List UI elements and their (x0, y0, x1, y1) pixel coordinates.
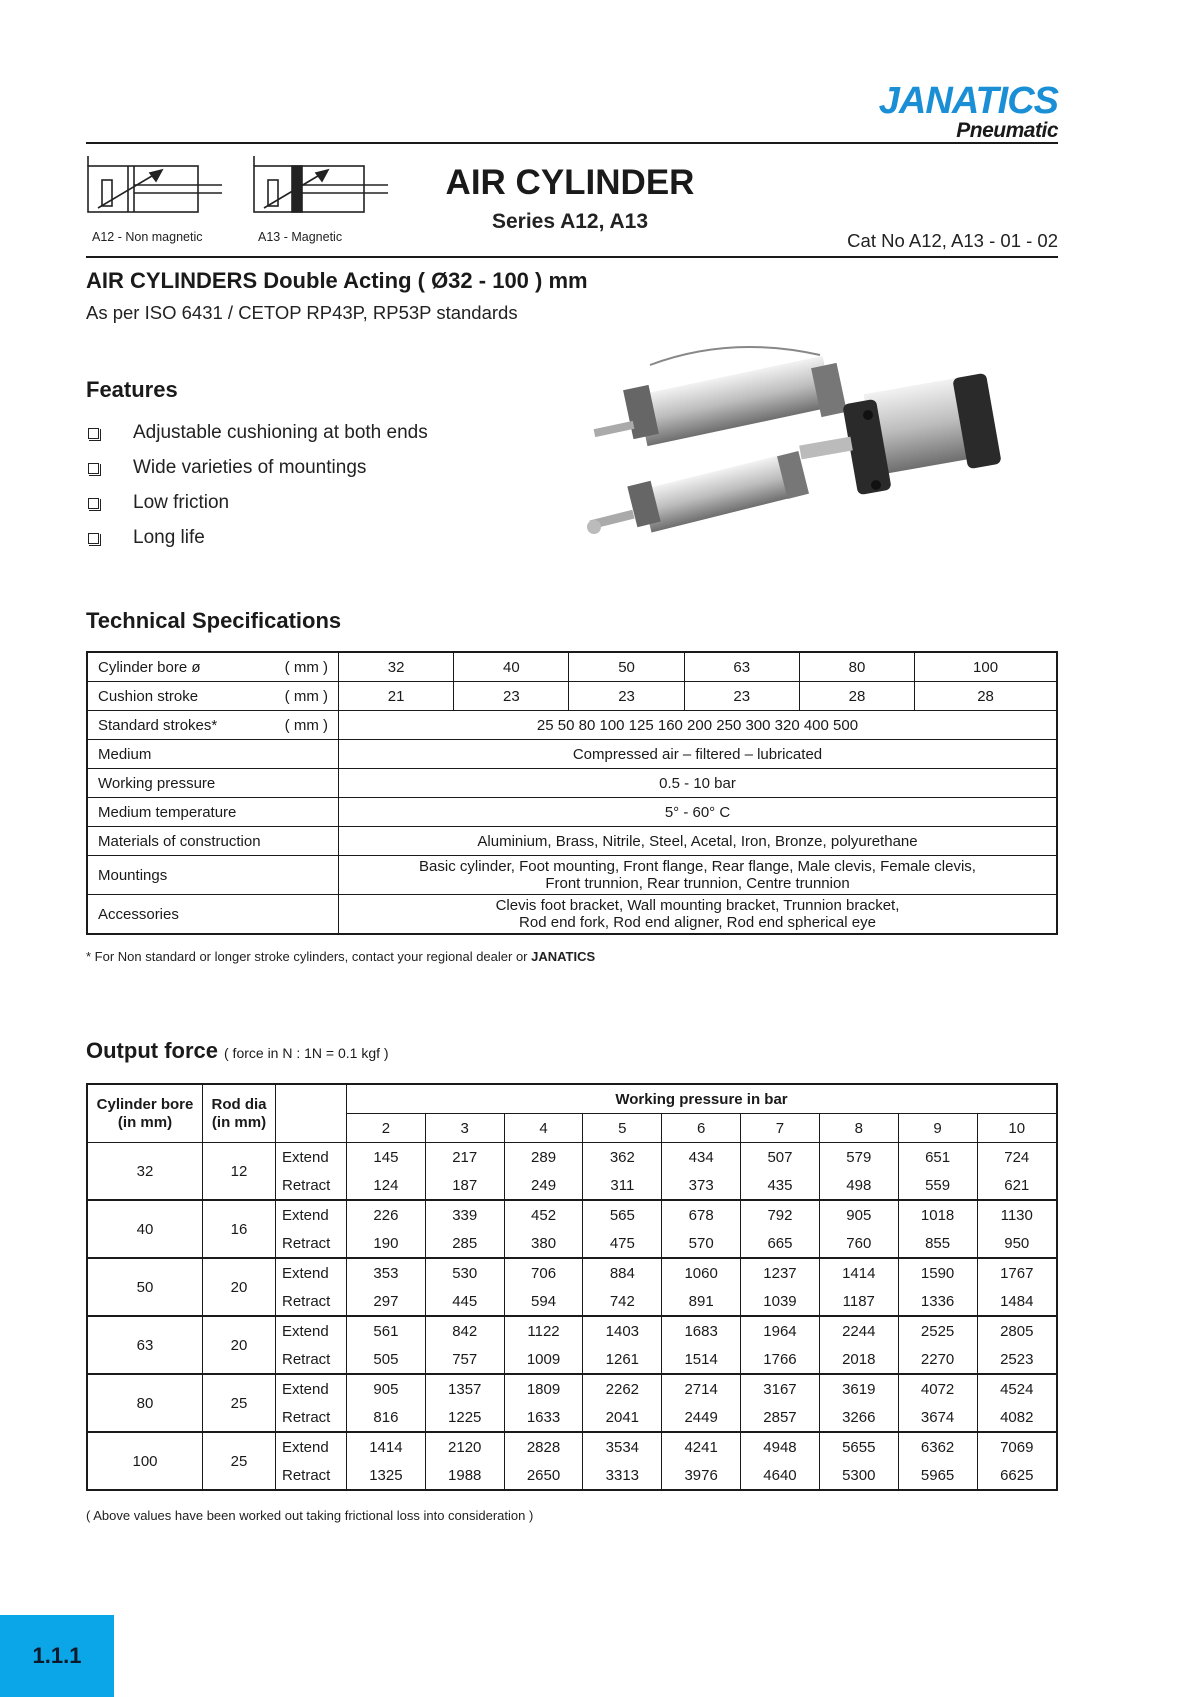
brand-sub: Pneumatic (956, 119, 1058, 142)
force-cell: 1414 (347, 1432, 426, 1461)
force-cell: 362 (583, 1143, 662, 1172)
table-row (87, 856, 1057, 895)
symbol-label-a13: A13 - Magnetic (258, 230, 343, 244)
col-header-bore: Cylinder bore (in mm) (87, 1084, 203, 1143)
output-footnote: ( Above values have been worked out taking frictional loss into consideration ) (86, 1508, 534, 1523)
force-cell: 5965 (898, 1461, 977, 1490)
spec-label: Medium temperature (87, 798, 339, 827)
force-cell: 4072 (898, 1374, 977, 1403)
spec-cell: 0.5 - 10 bar (339, 769, 1058, 798)
force-cell: 1122 (504, 1316, 583, 1345)
force-cell: 665 (741, 1229, 820, 1258)
force-cell: 452 (504, 1200, 583, 1229)
cylinder-symbol-non-magnetic-icon (86, 152, 224, 222)
retract-label: Retract (276, 1461, 347, 1490)
spec-cell: 40 (454, 652, 569, 682)
force-cell: 1590 (898, 1258, 977, 1287)
pressure-header-cell: 9 (898, 1114, 977, 1143)
force-cell: 816 (347, 1403, 426, 1432)
spec-cell: 50 (569, 652, 684, 682)
force-cell: 4241 (662, 1432, 741, 1461)
rod-cell: 12 (203, 1143, 276, 1201)
force-cell: 742 (583, 1287, 662, 1316)
force-cell: 187 (425, 1171, 504, 1200)
spec-cell: 80 (799, 652, 914, 682)
force-cell: 1484 (977, 1287, 1057, 1316)
force-cell: 3266 (819, 1403, 898, 1432)
table-row (87, 1374, 1057, 1403)
extend-label: Extend (276, 1316, 347, 1345)
main-heading: AIR CYLINDERS Double Acting ( Ø32 - 100 ) mm (86, 268, 588, 293)
force-cell: 5655 (819, 1432, 898, 1461)
bore-cell: 50 (87, 1258, 203, 1316)
output-force-body (87, 1143, 1057, 1491)
cylinder-symbol-magnetic-icon (252, 152, 390, 222)
retract-label: Retract (276, 1171, 347, 1200)
force-cell: 1633 (504, 1403, 583, 1432)
force-cell: 145 (347, 1143, 426, 1172)
force-cell: 757 (425, 1345, 504, 1374)
force-cell: 2525 (898, 1316, 977, 1345)
force-cell: 579 (819, 1143, 898, 1172)
pressure-header-cell: 5 (583, 1114, 662, 1143)
table-row (87, 740, 1057, 769)
force-cell: 1325 (347, 1461, 426, 1490)
force-cell: 2449 (662, 1403, 741, 1432)
feature-item: Low friction (86, 485, 428, 520)
force-cell: 434 (662, 1143, 741, 1172)
checkbox-bullet-icon (88, 533, 99, 544)
table-row (87, 895, 1057, 935)
table-row (87, 769, 1057, 798)
spec-cell: 5° - 60° C (339, 798, 1058, 827)
force-cell: 3674 (898, 1403, 977, 1432)
force-cell: 570 (662, 1229, 741, 1258)
force-cell: 2857 (741, 1403, 820, 1432)
force-cell: 1683 (662, 1316, 741, 1345)
force-cell: 724 (977, 1143, 1057, 1172)
extend-label: Extend (276, 1432, 347, 1461)
spec-cell: Aluminium, Brass, Nitrile, Steel, Acetal, Iron, Bronze, polyurethane (339, 827, 1058, 856)
features-list (86, 415, 428, 555)
force-cell: 2270 (898, 1345, 977, 1374)
table-row (87, 1432, 1057, 1461)
force-cell: 1009 (504, 1345, 583, 1374)
force-cell: 621 (977, 1171, 1057, 1200)
header-rule (86, 142, 1058, 144)
extend-label: Extend (276, 1258, 347, 1287)
force-cell: 6362 (898, 1432, 977, 1461)
force-cell: 285 (425, 1229, 504, 1258)
table-row (87, 711, 1057, 740)
output-force-title: Output force ( force in N : 1N = 0.1 kgf ) (86, 1038, 389, 1063)
force-cell: 2041 (583, 1403, 662, 1432)
force-cell: 3167 (741, 1374, 820, 1403)
force-cell: 380 (504, 1229, 583, 1258)
force-cell: 2714 (662, 1374, 741, 1403)
force-cell: 5300 (819, 1461, 898, 1490)
force-cell: 498 (819, 1171, 898, 1200)
force-cell: 1336 (898, 1287, 977, 1316)
force-cell: 190 (347, 1229, 426, 1258)
force-cell: 3534 (583, 1432, 662, 1461)
pressure-header-cell: 4 (504, 1114, 583, 1143)
rod-cell: 25 (203, 1432, 276, 1490)
rod-cell: 20 (203, 1316, 276, 1374)
force-cell: 3313 (583, 1461, 662, 1490)
force-cell: 124 (347, 1171, 426, 1200)
force-cell: 1809 (504, 1374, 583, 1403)
force-cell: 7069 (977, 1432, 1057, 1461)
tech-spec-table (86, 651, 1058, 935)
force-cell: 1357 (425, 1374, 504, 1403)
col-header-action (276, 1084, 347, 1143)
force-cell: 4082 (977, 1403, 1057, 1432)
pressure-header-cell: 7 (741, 1114, 820, 1143)
main-subheading: As per ISO 6431 / CETOP RP43P, RP53P standards (86, 302, 518, 323)
force-cell: 2244 (819, 1316, 898, 1345)
tech-spec-title: Technical Specifications (86, 608, 342, 633)
force-cell: 1060 (662, 1258, 741, 1287)
spec-cell: 28 (799, 682, 914, 711)
bore-cell: 32 (87, 1143, 203, 1201)
spec-cell: 25 50 80 100 125 160 200 250 300 320 400 500 (339, 711, 1058, 740)
rod-cell: 20 (203, 1258, 276, 1316)
force-cell: 4524 (977, 1374, 1057, 1403)
force-cell: 2018 (819, 1345, 898, 1374)
table-row (87, 682, 1057, 711)
force-cell: 4948 (741, 1432, 820, 1461)
force-cell: 1988 (425, 1461, 504, 1490)
force-cell: 475 (583, 1229, 662, 1258)
table-row (87, 1258, 1057, 1287)
force-cell: 1225 (425, 1403, 504, 1432)
spec-cell: Clevis foot bracket, Wall mounting bracket, Trunnion bracket, Rod end fork, Rod end aligner, Rod end spherical eye (339, 895, 1058, 935)
force-cell: 6625 (977, 1461, 1057, 1490)
force-cell: 1237 (741, 1258, 820, 1287)
force-cell: 3619 (819, 1374, 898, 1403)
force-cell: 217 (425, 1143, 504, 1172)
spec-cell: 23 (684, 682, 799, 711)
force-cell: 2523 (977, 1345, 1057, 1374)
force-cell: 559 (898, 1171, 977, 1200)
retract-label: Retract (276, 1403, 347, 1432)
force-cell: 1403 (583, 1316, 662, 1345)
force-cell: 855 (898, 1229, 977, 1258)
force-cell: 311 (583, 1171, 662, 1200)
cylinder-product-photo (580, 345, 1020, 575)
table-row (87, 1200, 1057, 1229)
spec-cell: 21 (339, 682, 454, 711)
symbol-label-a12: A12 - Non magnetic (92, 230, 203, 244)
force-cell: 905 (819, 1200, 898, 1229)
force-cell: 2650 (504, 1461, 583, 1490)
page-title: AIR CYLINDER (445, 163, 695, 202)
feature-item: Long life (86, 520, 428, 555)
feature-item: Adjustable cushioning at both ends (86, 415, 428, 450)
catalog-number: Cat No A12, A13 - 01 - 02 (847, 230, 1058, 251)
output-force-table (86, 1083, 1058, 1491)
pressure-header-cell: 8 (819, 1114, 898, 1143)
force-cell: 226 (347, 1200, 426, 1229)
force-cell: 905 (347, 1374, 426, 1403)
retract-label: Retract (276, 1345, 347, 1374)
bore-cell: 100 (87, 1432, 203, 1490)
bore-cell: 80 (87, 1374, 203, 1432)
force-cell: 884 (583, 1258, 662, 1287)
force-cell: 2805 (977, 1316, 1057, 1345)
force-cell: 505 (347, 1345, 426, 1374)
force-cell: 891 (662, 1287, 741, 1316)
table-row (87, 827, 1057, 856)
force-cell: 1018 (898, 1200, 977, 1229)
force-cell: 4640 (741, 1461, 820, 1490)
force-cell: 1130 (977, 1200, 1057, 1229)
spec-footnote: * For Non standard or longer stroke cylinders, contact your regional dealer or JANATICS (86, 949, 596, 964)
table-row (87, 1143, 1057, 1172)
checkbox-bullet-icon (88, 463, 99, 474)
spec-cell: Basic cylinder, Foot mounting, Front flange, Rear flange, Male clevis, Female clevis, Front trunnion, Rear trunnion, Centre trunnion (339, 856, 1058, 895)
pressure-header-cell: 6 (662, 1114, 741, 1143)
spec-cell: 23 (454, 682, 569, 711)
force-cell: 561 (347, 1316, 426, 1345)
table-header-row (87, 1084, 1057, 1114)
bore-cell: 63 (87, 1316, 203, 1374)
table-row (87, 1316, 1057, 1345)
spec-label: Cushion stroke ( mm ) (87, 682, 339, 711)
spec-cell: Compressed air – filtered – lubricated (339, 740, 1058, 769)
force-cell: 1766 (741, 1345, 820, 1374)
extend-label: Extend (276, 1374, 347, 1403)
spec-label: Materials of construction (87, 827, 339, 856)
force-cell: 1261 (583, 1345, 662, 1374)
rod-cell: 25 (203, 1374, 276, 1432)
force-cell: 678 (662, 1200, 741, 1229)
force-cell: 507 (741, 1143, 820, 1172)
spec-cell: 28 (915, 682, 1057, 711)
page-number: 1.1.1 (0, 1615, 114, 1697)
pressure-header-cell: 2 (347, 1114, 426, 1143)
table-row (87, 652, 1057, 682)
col-header-rod: Rod dia (in mm) (203, 1084, 276, 1143)
spec-label: Medium (87, 740, 339, 769)
force-cell: 2120 (425, 1432, 504, 1461)
spec-cell: 32 (339, 652, 454, 682)
spec-label: Accessories (87, 895, 339, 935)
force-cell: 353 (347, 1258, 426, 1287)
force-cell: 1514 (662, 1345, 741, 1374)
table-row (87, 798, 1057, 827)
force-cell: 435 (741, 1171, 820, 1200)
extend-label: Extend (276, 1143, 347, 1172)
force-cell: 1767 (977, 1258, 1057, 1287)
series-label: Series A12, A13 (491, 210, 649, 233)
brand-logo (879, 82, 1058, 141)
output-force-note: ( force in N : 1N = 0.1 kgf ) (224, 1045, 389, 1061)
force-cell: 249 (504, 1171, 583, 1200)
spec-label: Mountings (87, 856, 339, 895)
force-cell: 297 (347, 1287, 426, 1316)
feature-item: Wide varieties of mountings (86, 450, 428, 485)
force-cell: 842 (425, 1316, 504, 1345)
title-rule (86, 256, 1058, 258)
force-cell: 792 (741, 1200, 820, 1229)
force-cell: 1039 (741, 1287, 820, 1316)
force-cell: 1964 (741, 1316, 820, 1345)
spec-label: Cylinder bore ø ( mm ) (87, 652, 339, 682)
force-cell: 1187 (819, 1287, 898, 1316)
retract-label: Retract (276, 1287, 347, 1316)
spec-label: Standard strokes* ( mm ) (87, 711, 339, 740)
force-cell: 530 (425, 1258, 504, 1287)
spec-cell: 100 (915, 652, 1057, 682)
col-header-pressure: Working pressure in bar (347, 1084, 1058, 1114)
force-cell: 3976 (662, 1461, 741, 1490)
checkbox-bullet-icon (88, 498, 99, 509)
rod-cell: 16 (203, 1200, 276, 1258)
force-cell: 950 (977, 1229, 1057, 1258)
checkbox-bullet-icon (88, 428, 99, 439)
force-cell: 651 (898, 1143, 977, 1172)
force-cell: 289 (504, 1143, 583, 1172)
force-cell: 373 (662, 1171, 741, 1200)
retract-label: Retract (276, 1229, 347, 1258)
force-cell: 565 (583, 1200, 662, 1229)
force-cell: 594 (504, 1287, 583, 1316)
spec-cell: 23 (569, 682, 684, 711)
force-cell: 445 (425, 1287, 504, 1316)
force-cell: 2262 (583, 1374, 662, 1403)
features-title: Features (86, 377, 178, 402)
force-cell: 2828 (504, 1432, 583, 1461)
brand-name: JANATICS (878, 80, 1058, 122)
force-cell: 339 (425, 1200, 504, 1229)
force-cell: 1414 (819, 1258, 898, 1287)
force-cell: 706 (504, 1258, 583, 1287)
pressure-header-cell: 3 (425, 1114, 504, 1143)
bore-cell: 40 (87, 1200, 203, 1258)
extend-label: Extend (276, 1200, 347, 1229)
spec-label: Working pressure (87, 769, 339, 798)
pressure-header-cell: 10 (977, 1114, 1057, 1143)
spec-cell: 63 (684, 652, 799, 682)
force-cell: 760 (819, 1229, 898, 1258)
